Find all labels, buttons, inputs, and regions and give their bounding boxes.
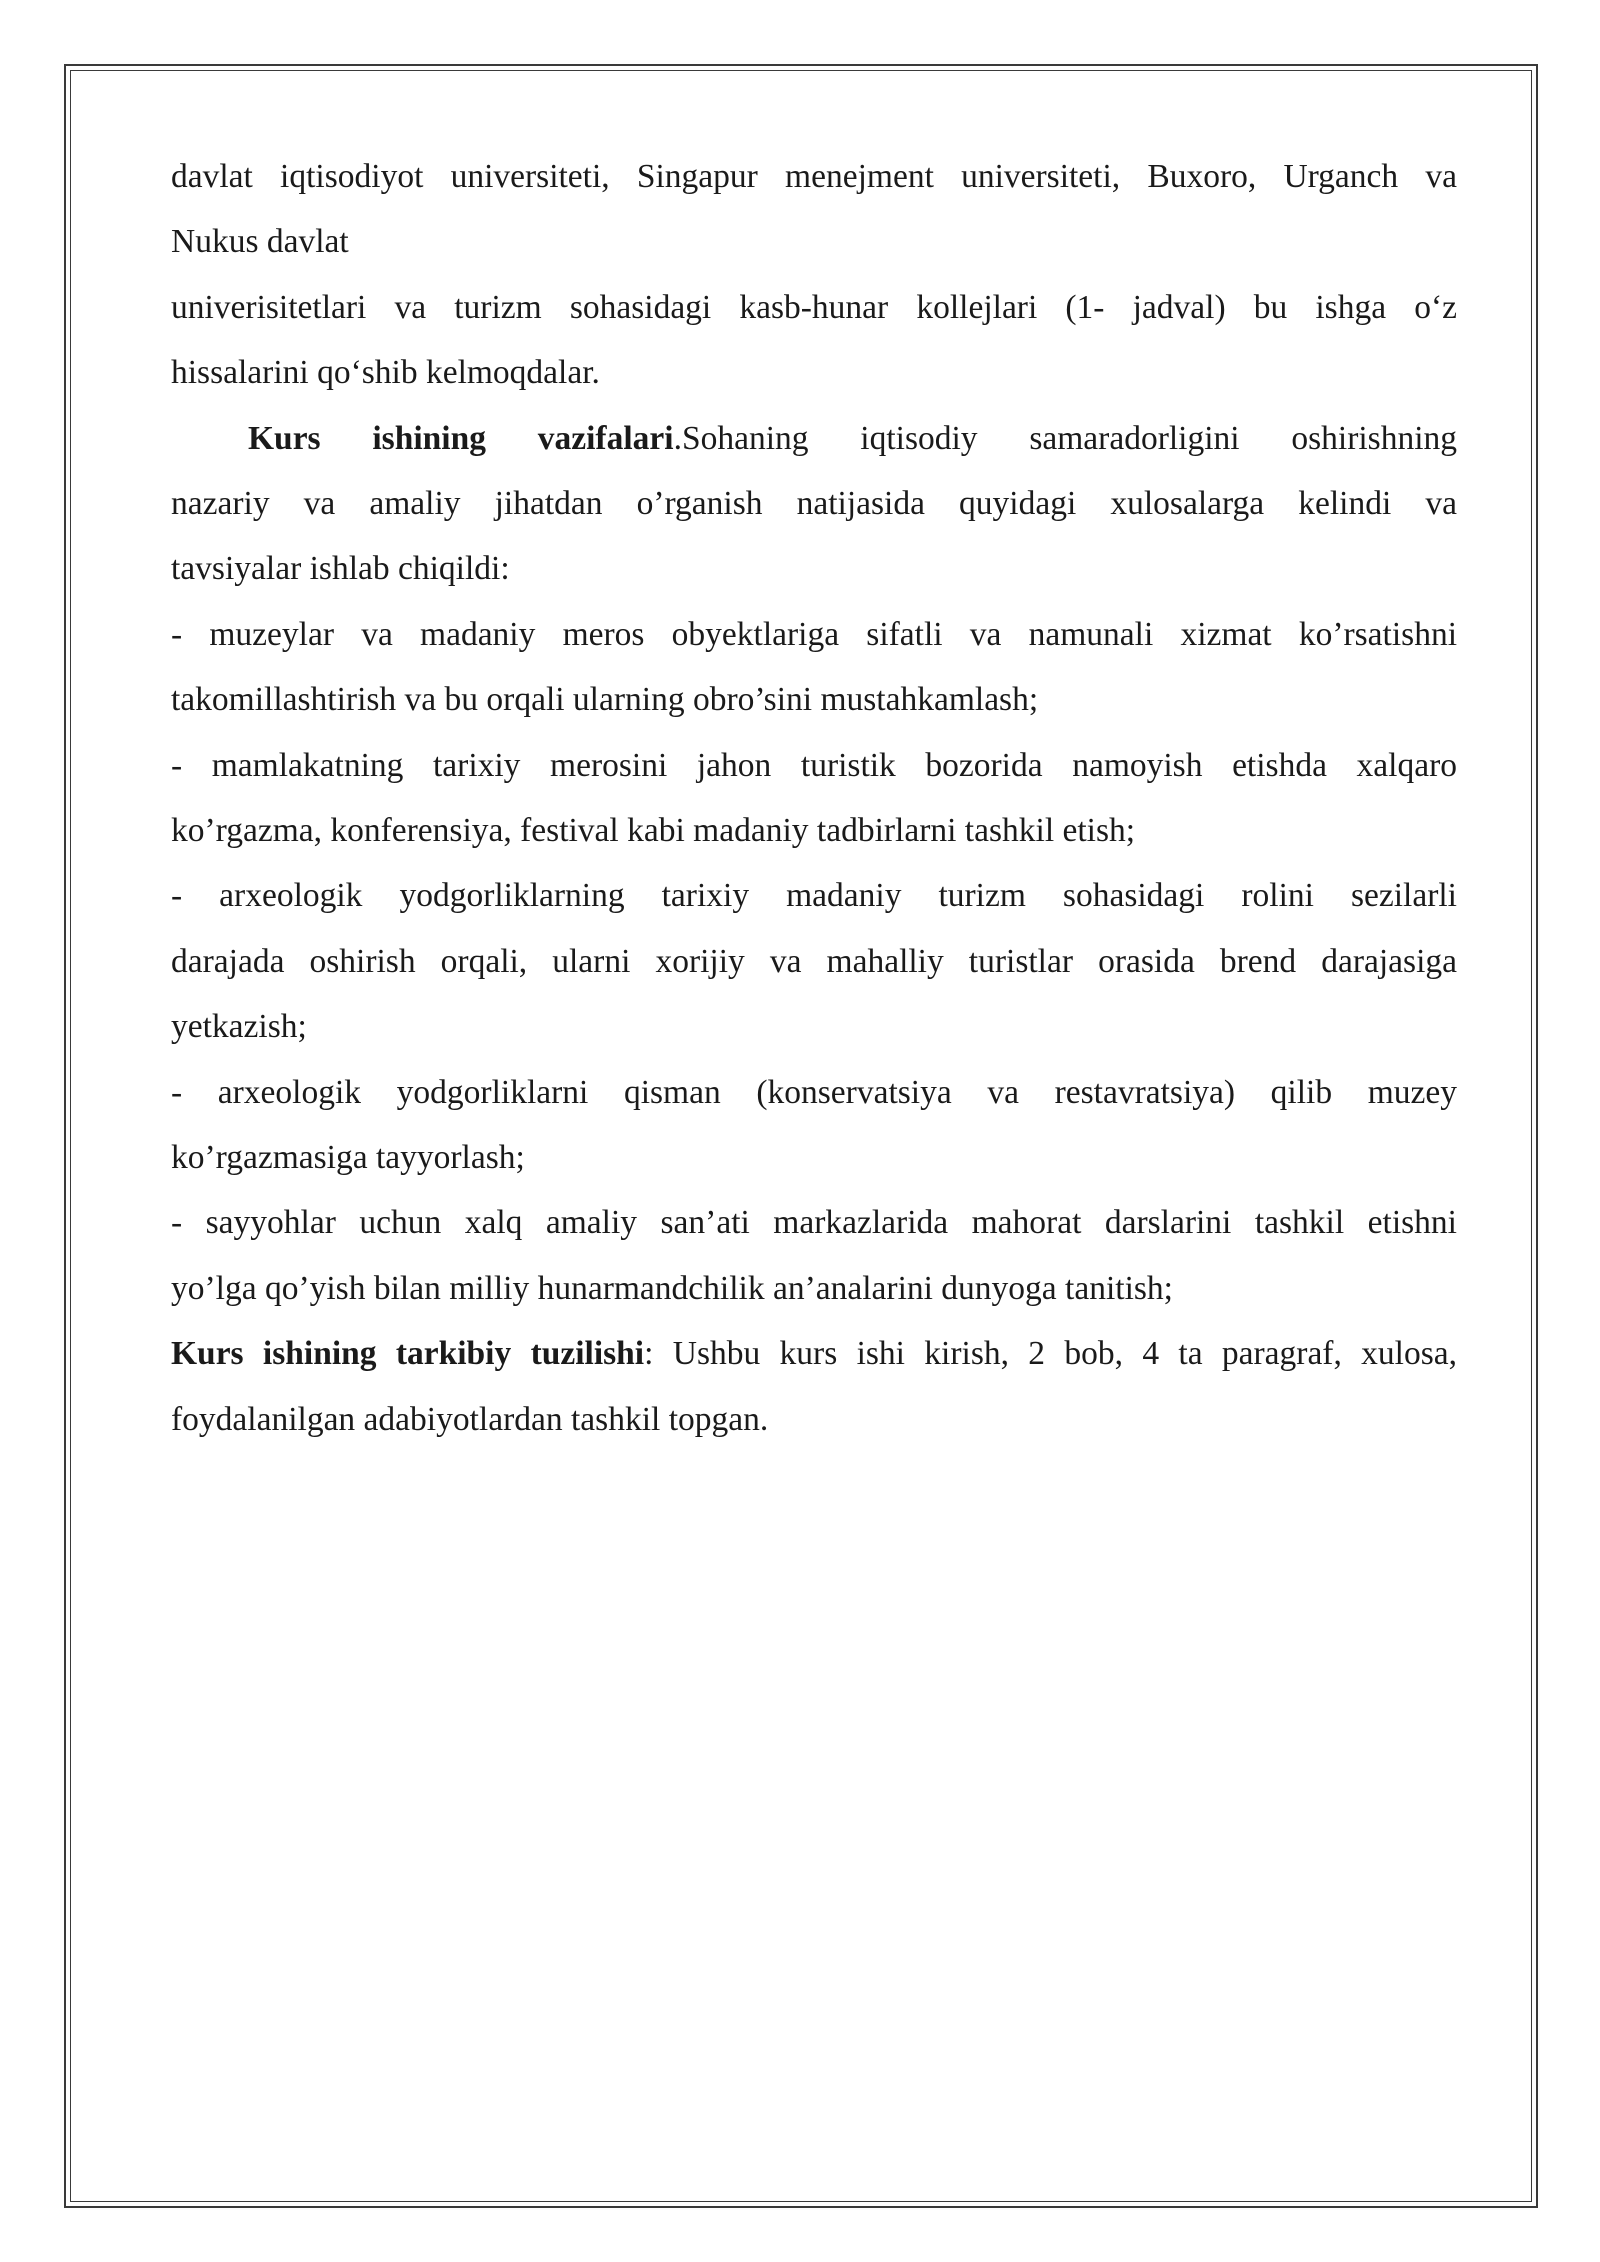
structure-paragraph-first-line (171, 1321, 1457, 1386)
bullet-line: - sayyohlar uchun xalq amaliy san’ati markazlarida mahorat darslarini tashkil etishni (171, 1204, 1457, 1242)
tasks-heading: Kurs ishining vazifalari (248, 419, 674, 457)
bullet-line: ko’rgazma, konferensiya, festival kabi madaniy tadbirlarni tashkil etish; (171, 811, 1136, 849)
bullet-line: - arxeologik yodgorliklarning tarixiy madaniy turizm sohasidagi rolini sezilarli (171, 877, 1457, 915)
text-line: foydalanilgan adabiyotlardan tashkil topgan. (171, 1400, 769, 1438)
structure-intro-text: : Ushbu kurs ishi kirish, 2 bob, 4 ta paragraf, xulosa, (644, 1335, 1457, 1373)
bullet-line: yo’lga qo’yish bilan milliy hunarmandchilik an’analarini dunyoga tanitish; (171, 1269, 1173, 1307)
text-line: Nukus davlat (171, 223, 349, 261)
bullet-line: - mamlakatning tarixiy merosini jahon turistik bozorida namoyish etishda xalqaro (171, 746, 1457, 784)
tasks-intro-text: .Sohaning iqtisodiy samaradorligini oshirishning (673, 419, 1457, 457)
structure-heading: Kurs ishining tarkibiy tuzilishi (171, 1335, 645, 1373)
text-line: hissalarini qo‘shib kelmoqdalar. (171, 354, 600, 392)
text-line: tavsiyalar ishlab chiqildi: (171, 550, 510, 588)
bullet-line: - arxeologik yodgorliklarni qisman (konservatsiya va restavratsiya) qilib muzey (171, 1073, 1457, 1111)
bullet-line: takomillashtirish va bu orqali ularning obro’sini mustahkamlash; (171, 681, 1039, 719)
bullet-line: - muzeylar va madaniy meros obyektlariga sifatli va namunali xizmat ko’rsatishni (171, 615, 1457, 653)
text-line: univerisitetlari va turizm sohasidagi kasb-hunar kollejlari (1- jadval) bu ishga o‘z (171, 288, 1457, 326)
bullet-line: darajada oshirish orqali, ularni xorijiy va mahalliy turistlar orasida brend darajasiga (171, 942, 1457, 980)
bullet-line: ko’rgazmasiga tayyorlash; (171, 1138, 525, 1176)
text-line: davlat iqtisodiyot universiteti, Singapur menejment universiteti, Buxoro, Urganch va (171, 158, 1457, 195)
text-line: nazariy va amaliy jihatdan o’rganish natijasida quyidagi xulosalarga kelindi va (171, 484, 1457, 522)
document-body (171, 144, 1457, 1452)
tasks-paragraph-first-line (171, 406, 1457, 471)
bullet-line: yetkazish; (171, 1008, 307, 1046)
